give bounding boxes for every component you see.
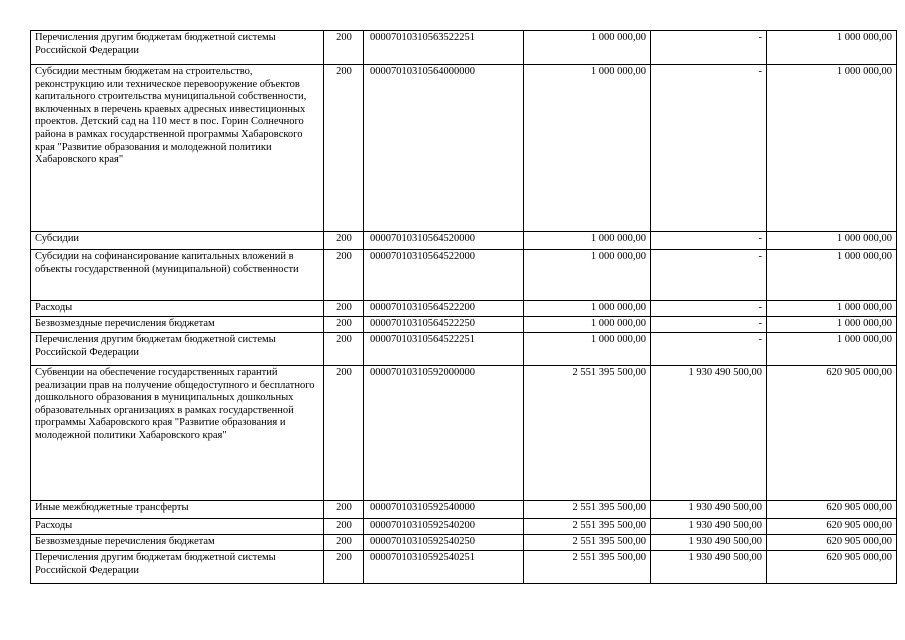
executed-amount-cell: - [651, 65, 767, 232]
budget-classification-code-cell: 00007010310564522251 [364, 333, 524, 366]
budget-classification-code-cell: 00007010310563522251 [364, 31, 524, 65]
unexecuted-amount-cell: 620 905 000,00 [767, 551, 897, 584]
item-name-cell: Перечисления другим бюджетам бюджетной системы Российской Федерации [31, 333, 324, 366]
budget-classification-code-cell: 00007010310592540000 [364, 501, 524, 519]
approved-amount-cell: 2 551 395 500,00 [524, 519, 651, 535]
approved-amount-cell: 1 000 000,00 [524, 333, 651, 366]
executed-amount-cell: 1 930 490 500,00 [651, 535, 767, 551]
budget-classification-code-cell: 00007010310564000000 [364, 65, 524, 232]
unexecuted-amount-cell: 620 905 000,00 [767, 519, 897, 535]
item-name-cell: Субсидии [31, 232, 324, 250]
line-code-cell: 200 [324, 301, 364, 317]
budget-classification-code-cell: 00007010310564520000 [364, 232, 524, 250]
item-name-cell: Субсидии местным бюджетам на строительство, реконструкцию или техническое перевооружение объектов капитального строительства муниципальной собственности, включенных в перечень краевых адресных инвестиционных проектов. Детский сад на 110 мест в пос. Горин Солнечного района в рамках государственной программы Хабаровского края "Развитие образования и молодежной политики Хабаровского края" [31, 65, 324, 232]
approved-amount-cell: 1 000 000,00 [524, 65, 651, 232]
executed-amount-cell: - [651, 317, 767, 333]
unexecuted-amount-cell: 1 000 000,00 [767, 317, 897, 333]
item-name-cell: Безвозмездные перечисления бюджетам [31, 317, 324, 333]
executed-amount-cell: 1 930 490 500,00 [651, 551, 767, 584]
item-name-cell: Субвенции на обеспечение государственных гарантий реализации прав на получение общедоступного и бесплатного дошкольного образования в муниципальных дошкольных образовательных организациях в рамках государственной программы Хабаровского края "Развитие образования и молодежной политики Хабаровского края" [31, 366, 324, 501]
unexecuted-amount-cell: 1 000 000,00 [767, 31, 897, 65]
line-code-cell: 200 [324, 232, 364, 250]
executed-amount-cell: - [651, 301, 767, 317]
budget-classification-code-cell: 00007010310564522000 [364, 250, 524, 301]
budget-classification-code-cell: 00007010310592540200 [364, 519, 524, 535]
unexecuted-amount-cell: 1 000 000,00 [767, 333, 897, 366]
table-row [31, 519, 897, 535]
approved-amount-cell: 2 551 395 500,00 [524, 551, 651, 584]
budget-classification-code-cell: 00007010310564522200 [364, 301, 524, 317]
unexecuted-amount-cell: 1 000 000,00 [767, 250, 897, 301]
table-row [31, 551, 897, 584]
line-code-cell: 200 [324, 317, 364, 333]
budget-table-body [31, 31, 897, 584]
executed-amount-cell: 1 930 490 500,00 [651, 501, 767, 519]
unexecuted-amount-cell: 620 905 000,00 [767, 501, 897, 519]
item-name-cell: Расходы [31, 519, 324, 535]
approved-amount-cell: 1 000 000,00 [524, 317, 651, 333]
line-code-cell: 200 [324, 535, 364, 551]
line-code-cell: 200 [324, 519, 364, 535]
unexecuted-amount-cell: 1 000 000,00 [767, 65, 897, 232]
item-name-cell: Субсидии на софинансирование капитальных вложений в объекты государственной (муниципальной) собственности [31, 250, 324, 301]
line-code-cell: 200 [324, 333, 364, 366]
budget-table [30, 30, 897, 584]
table-row [31, 31, 897, 65]
line-code-cell: 200 [324, 551, 364, 584]
line-code-cell: 200 [324, 65, 364, 232]
budget-classification-code-cell: 00007010310592540251 [364, 551, 524, 584]
budget-classification-code-cell: 00007010310592540250 [364, 535, 524, 551]
approved-amount-cell: 1 000 000,00 [524, 31, 651, 65]
table-row [31, 301, 897, 317]
item-name-cell: Иные межбюджетные трансферты [31, 501, 324, 519]
item-name-cell: Перечисления другим бюджетам бюджетной системы Российской Федерации [31, 551, 324, 584]
budget-classification-code-cell: 00007010310592000000 [364, 366, 524, 501]
table-row [31, 366, 897, 501]
budget-classification-code-cell: 00007010310564522250 [364, 317, 524, 333]
item-name-cell: Расходы [31, 301, 324, 317]
approved-amount-cell: 1 000 000,00 [524, 301, 651, 317]
executed-amount-cell: - [651, 333, 767, 366]
unexecuted-amount-cell: 1 000 000,00 [767, 232, 897, 250]
table-row [31, 65, 897, 232]
item-name-cell: Безвозмездные перечисления бюджетам [31, 535, 324, 551]
approved-amount-cell: 2 551 395 500,00 [524, 366, 651, 501]
approved-amount-cell: 1 000 000,00 [524, 250, 651, 301]
unexecuted-amount-cell: 620 905 000,00 [767, 535, 897, 551]
line-code-cell: 200 [324, 366, 364, 501]
table-row [31, 501, 897, 519]
executed-amount-cell: 1 930 490 500,00 [651, 366, 767, 501]
table-row [31, 232, 897, 250]
executed-amount-cell: - [651, 250, 767, 301]
unexecuted-amount-cell: 1 000 000,00 [767, 301, 897, 317]
line-code-cell: 200 [324, 250, 364, 301]
approved-amount-cell: 2 551 395 500,00 [524, 535, 651, 551]
line-code-cell: 200 [324, 31, 364, 65]
table-row [31, 535, 897, 551]
line-code-cell: 200 [324, 501, 364, 519]
executed-amount-cell: - [651, 232, 767, 250]
approved-amount-cell: 1 000 000,00 [524, 232, 651, 250]
unexecuted-amount-cell: 620 905 000,00 [767, 366, 897, 501]
table-row [31, 317, 897, 333]
approved-amount-cell: 2 551 395 500,00 [524, 501, 651, 519]
executed-amount-cell: 1 930 490 500,00 [651, 519, 767, 535]
executed-amount-cell: - [651, 31, 767, 65]
table-row [31, 333, 897, 366]
item-name-cell: Перечисления другим бюджетам бюджетной системы Российской Федерации [31, 31, 324, 65]
table-row [31, 250, 897, 301]
